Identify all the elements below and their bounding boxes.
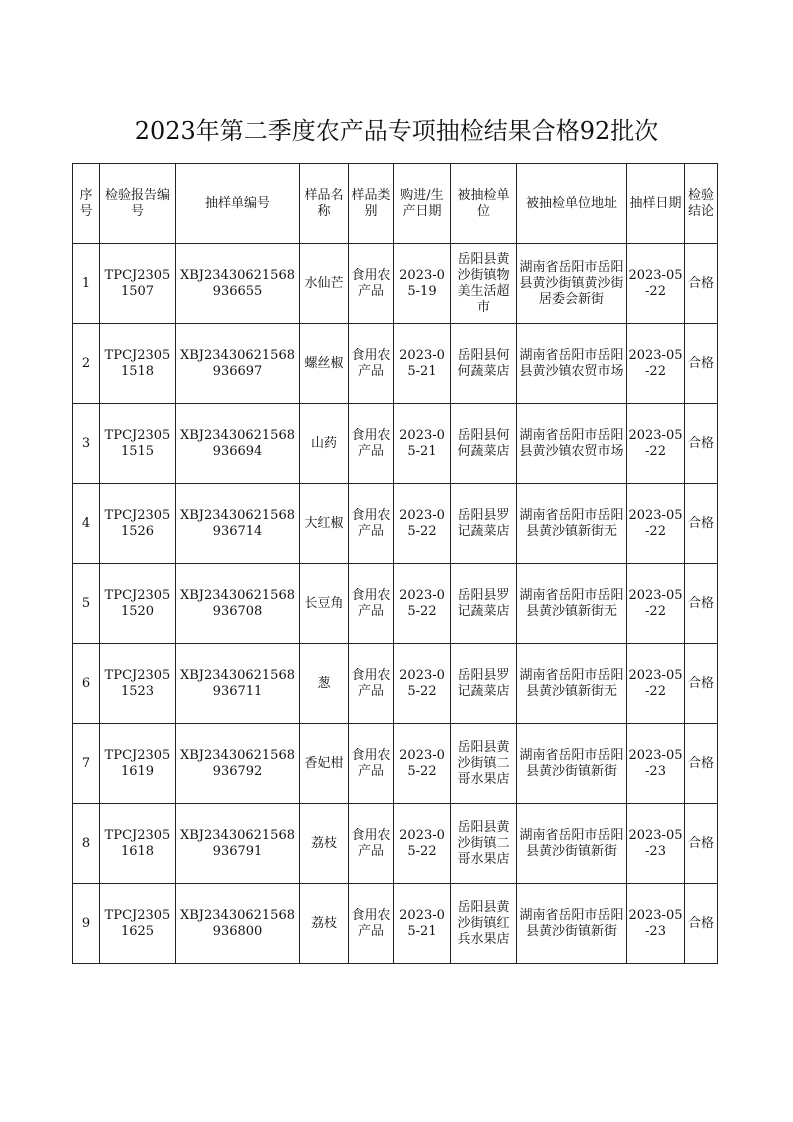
cell-sampling-date: 2023-05-23 xyxy=(627,804,685,884)
cell-index: 7 xyxy=(73,724,100,804)
cell-sampling-date: 2023-05-22 xyxy=(627,404,685,484)
cell-sampling-form-number: XBJ23430621568936697 xyxy=(176,324,300,404)
cell-conclusion: 合格 xyxy=(685,484,718,564)
cell-sample-category: 食用农产品 xyxy=(349,564,394,644)
cell-conclusion: 合格 xyxy=(685,564,718,644)
cell-report-number: TPCJ23051523 xyxy=(100,644,176,724)
cell-production-date: 2023-05-22 xyxy=(394,804,451,884)
cell-sample-category: 食用农产品 xyxy=(349,804,394,884)
cell-inspected-unit-address: 湖南省岳阳市岳阳县黄沙镇农贸市场 xyxy=(517,324,627,404)
cell-sample-name: 荔枝 xyxy=(300,884,349,964)
cell-sampling-date: 2023-05-22 xyxy=(627,564,685,644)
cell-sampling-date: 2023-05-23 xyxy=(627,884,685,964)
cell-report-number: TPCJ23051625 xyxy=(100,884,176,964)
cell-inspected-unit-address: 湖南省岳阳市岳阳县黄沙街镇新街 xyxy=(517,724,627,804)
cell-production-date: 2023-05-19 xyxy=(394,244,451,324)
page-title: 2023年第二季度农产品专项抽检结果合格92批次 xyxy=(134,117,659,145)
cell-sampling-date: 2023-05-22 xyxy=(627,484,685,564)
cell-production-date: 2023-05-22 xyxy=(394,644,451,724)
cell-inspected-unit: 岳阳县罗记蔬菜店 xyxy=(451,484,517,564)
cell-conclusion: 合格 xyxy=(685,404,718,484)
cell-index: 1 xyxy=(73,244,100,324)
cell-production-date: 2023-05-21 xyxy=(394,324,451,404)
cell-sample-name: 葱 xyxy=(300,644,349,724)
cell-sampling-form-number: XBJ23430621568936792 xyxy=(176,724,300,804)
cell-inspected-unit: 岳阳县黄沙街镇二哥水果店 xyxy=(451,804,517,884)
cell-production-date: 2023-05-21 xyxy=(394,404,451,484)
header-production-date: 购进/生产日期 xyxy=(394,164,451,244)
cell-sample-name: 螺丝椒 xyxy=(300,324,349,404)
table-row xyxy=(73,404,718,484)
cell-inspected-unit: 岳阳县何何蔬菜店 xyxy=(451,404,517,484)
header-inspected-unit-address: 被抽检单位地址 xyxy=(517,164,627,244)
header-index: 序号 xyxy=(73,164,100,244)
cell-index: 2 xyxy=(73,324,100,404)
header-sample-name: 样品名称 xyxy=(300,164,349,244)
cell-production-date: 2023-05-22 xyxy=(394,484,451,564)
table-row xyxy=(73,884,718,964)
cell-sampling-form-number: XBJ23430621568936800 xyxy=(176,884,300,964)
cell-sample-category: 食用农产品 xyxy=(349,484,394,564)
cell-sampling-date: 2023-05-23 xyxy=(627,724,685,804)
cell-inspected-unit-address: 湖南省岳阳市岳阳县黄沙街镇新街 xyxy=(517,884,627,964)
cell-conclusion: 合格 xyxy=(685,884,718,964)
cell-index: 9 xyxy=(73,884,100,964)
header-conclusion: 检验结论 xyxy=(685,164,718,244)
table-row xyxy=(73,244,718,324)
cell-report-number: TPCJ23051520 xyxy=(100,564,176,644)
cell-sampling-date: 2023-05-22 xyxy=(627,644,685,724)
cell-sampling-form-number: XBJ23430621568936655 xyxy=(176,244,300,324)
table-row xyxy=(73,324,718,404)
cell-index: 5 xyxy=(73,564,100,644)
cell-report-number: TPCJ23051619 xyxy=(100,724,176,804)
header-sampling-date: 抽样日期 xyxy=(627,164,685,244)
cell-sample-name: 长豆角 xyxy=(300,564,349,644)
cell-sample-category: 食用农产品 xyxy=(349,644,394,724)
cell-conclusion: 合格 xyxy=(685,644,718,724)
table-body xyxy=(73,244,718,964)
header-sample-category: 样品类别 xyxy=(349,164,394,244)
cell-conclusion: 合格 xyxy=(685,244,718,324)
cell-inspected-unit: 岳阳县黄沙街镇物美生活超市 xyxy=(451,244,517,324)
table-header-row xyxy=(73,164,718,244)
cell-sample-name: 水仙芒 xyxy=(300,244,349,324)
cell-sample-name: 大红椒 xyxy=(300,484,349,564)
cell-inspected-unit-address: 湖南省岳阳市岳阳县黄沙镇新街无 xyxy=(517,564,627,644)
cell-sampling-form-number: XBJ23430621568936711 xyxy=(176,644,300,724)
cell-index: 4 xyxy=(73,484,100,564)
cell-inspected-unit: 岳阳县罗记蔬菜店 xyxy=(451,564,517,644)
table-row xyxy=(73,564,718,644)
cell-sampling-date: 2023-05-22 xyxy=(627,244,685,324)
cell-sample-category: 食用农产品 xyxy=(349,324,394,404)
cell-sampling-form-number: XBJ23430621568936791 xyxy=(176,804,300,884)
table-row xyxy=(73,644,718,724)
cell-report-number: TPCJ23051515 xyxy=(100,404,176,484)
cell-sampling-form-number: XBJ23430621568936694 xyxy=(176,404,300,484)
cell-index: 8 xyxy=(73,804,100,884)
cell-conclusion: 合格 xyxy=(685,324,718,404)
header-sampling-form-number: 抽样单编号 xyxy=(176,164,300,244)
table-row xyxy=(73,804,718,884)
cell-production-date: 2023-05-22 xyxy=(394,564,451,644)
cell-sample-name: 山药 xyxy=(300,404,349,484)
cell-report-number: TPCJ23051618 xyxy=(100,804,176,884)
cell-sampling-form-number: XBJ23430621568936714 xyxy=(176,484,300,564)
cell-inspected-unit-address: 湖南省岳阳市岳阳县黄沙街镇新街 xyxy=(517,804,627,884)
header-inspected-unit: 被抽检单位 xyxy=(451,164,517,244)
cell-inspected-unit: 岳阳县黄沙街镇二哥水果店 xyxy=(451,724,517,804)
cell-inspected-unit-address: 湖南省岳阳市岳阳县黄沙街镇黄沙街居委会新街 xyxy=(517,244,627,324)
cell-sample-category: 食用农产品 xyxy=(349,724,394,804)
cell-inspected-unit: 岳阳县罗记蔬菜店 xyxy=(451,644,517,724)
cell-sample-category: 食用农产品 xyxy=(349,404,394,484)
cell-sample-category: 食用农产品 xyxy=(349,244,394,324)
cell-sampling-date: 2023-05-22 xyxy=(627,324,685,404)
cell-report-number: TPCJ23051526 xyxy=(100,484,176,564)
cell-index: 6 xyxy=(73,644,100,724)
cell-report-number: TPCJ23051507 xyxy=(100,244,176,324)
cell-inspected-unit: 岳阳县黄沙街镇红兵水果店 xyxy=(451,884,517,964)
cell-conclusion: 合格 xyxy=(685,804,718,884)
cell-production-date: 2023-05-22 xyxy=(394,724,451,804)
cell-inspected-unit-address: 湖南省岳阳市岳阳县黄沙镇新街无 xyxy=(517,644,627,724)
table-row xyxy=(73,484,718,564)
cell-index: 3 xyxy=(73,404,100,484)
cell-inspected-unit: 岳阳县何何蔬菜店 xyxy=(451,324,517,404)
cell-conclusion: 合格 xyxy=(685,724,718,804)
inspection-results-table xyxy=(72,163,718,964)
cell-sample-name: 香妃柑 xyxy=(300,724,349,804)
cell-sample-name: 荔枝 xyxy=(300,804,349,884)
table-row xyxy=(73,724,718,804)
header-report-number: 检验报告编号 xyxy=(100,164,176,244)
cell-sample-category: 食用农产品 xyxy=(349,884,394,964)
cell-sampling-form-number: XBJ23430621568936708 xyxy=(176,564,300,644)
cell-production-date: 2023-05-21 xyxy=(394,884,451,964)
cell-report-number: TPCJ23051518 xyxy=(100,324,176,404)
cell-inspected-unit-address: 湖南省岳阳市岳阳县黄沙镇新街无 xyxy=(517,484,627,564)
cell-inspected-unit-address: 湖南省岳阳市岳阳县黄沙镇农贸市场 xyxy=(517,404,627,484)
